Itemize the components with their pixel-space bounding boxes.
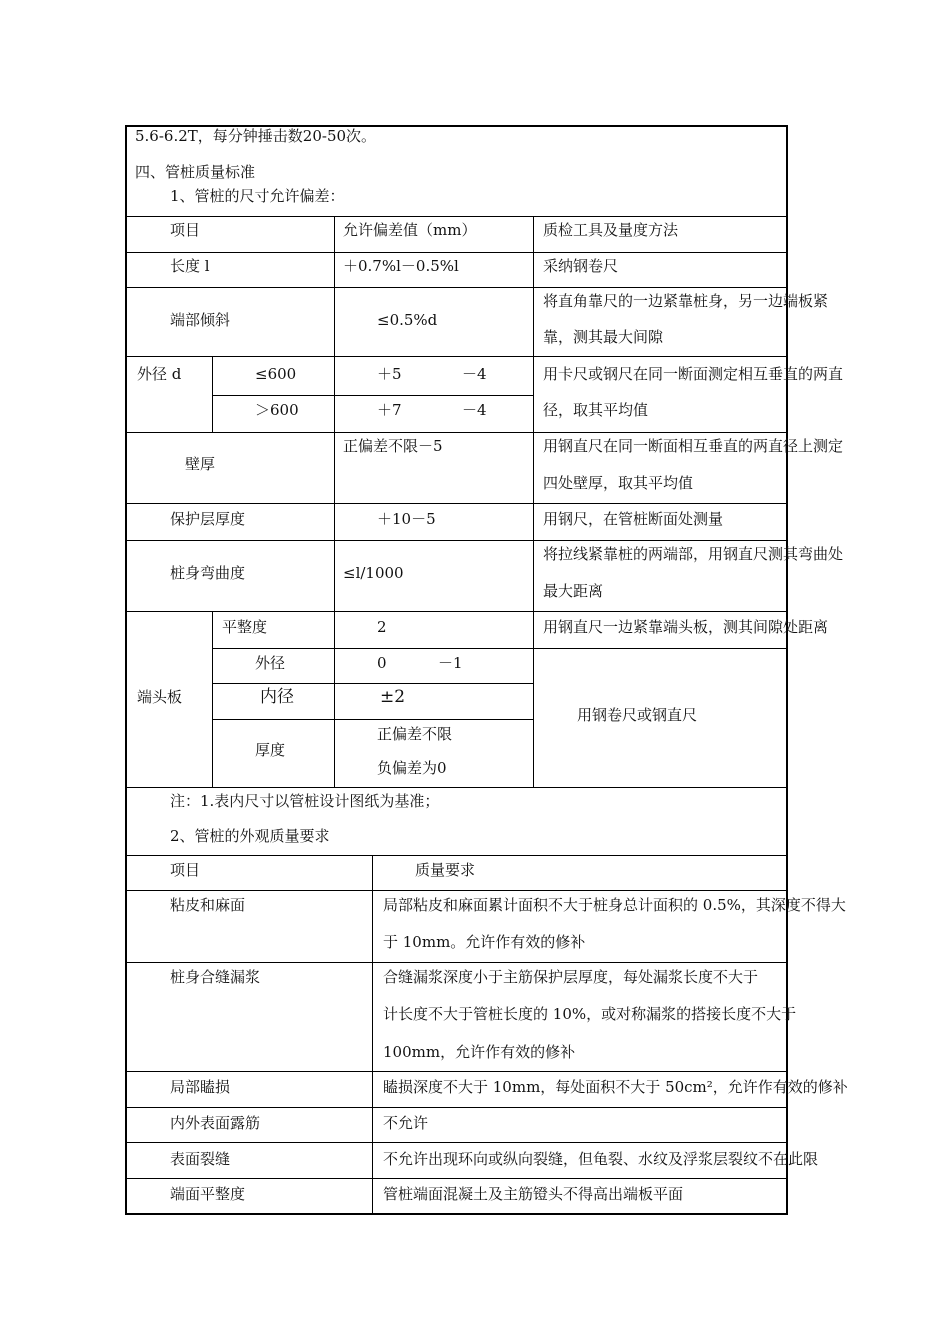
table-rule (212, 611, 213, 787)
row-plus: ＋7 (377, 401, 402, 419)
table-rule (125, 1107, 788, 1108)
row-condition: ≤600 (255, 365, 297, 383)
row-item: 外径 d (137, 365, 182, 383)
row-method: 靠，测其最大间隙 (543, 328, 664, 346)
row-item: 粘皮和麻面 (170, 896, 246, 914)
row-tolerance: 负偏差为0 (377, 759, 447, 777)
row-tolerance: ＋0.7%l－0.5%l (343, 257, 459, 275)
table-rule (125, 432, 788, 433)
row-item: 内外表面露筋 (170, 1114, 261, 1132)
table-rule (533, 216, 534, 787)
row-item: 桩身弯曲度 (170, 564, 246, 582)
section-heading: 四、管桩质量标准 (135, 163, 256, 181)
table-rule (334, 216, 335, 356)
table-rule (125, 962, 788, 963)
table-rule (125, 503, 788, 504)
header-item: 项目 (170, 221, 201, 239)
row-item: 端头板 (137, 688, 183, 706)
row-method: 用钢直尺在同一断面相互垂直的两直径上测定 (543, 437, 844, 455)
row-item: 壁厚 (185, 455, 216, 473)
row-subitem: 内径 (260, 687, 294, 707)
row-tolerance: 正偏差不限 (377, 725, 453, 743)
table-rule (125, 356, 788, 357)
table-note: 注：1.表内尺寸以管桩设计图纸为基准； (170, 792, 440, 810)
row-method: 径，取其平均值 (543, 401, 649, 419)
row-condition: ＞600 (255, 401, 299, 419)
row-method: 用钢卷尺或钢直尺 (577, 706, 698, 724)
row-item: 长度 l (170, 257, 210, 275)
row-method: 将直角靠尺的一边紧靠桩身，另一边端板紧 (543, 292, 829, 310)
row-minus: －1 (438, 654, 463, 672)
row-subitem: 外径 (255, 654, 286, 672)
row-method: 用钢尺，在管桩断面处测量 (543, 510, 724, 528)
table-rule (125, 1071, 788, 1072)
row-method: 用卡尺或钢尺在同一断面测定相互垂直的两直 (543, 365, 844, 383)
row-method: 采纳钢卷尺 (543, 257, 619, 275)
table-rule (125, 252, 788, 253)
table-rule (125, 540, 788, 541)
row-requirement: 不允许出现环向或纵向裂缝，但龟裂、水纹及浮浆层裂纹不在此限 (383, 1150, 819, 1168)
row-method: 最大距离 (543, 582, 604, 600)
header-item: 项目 (170, 861, 201, 879)
header-method: 质检工具及量度方法 (543, 221, 679, 239)
table-rule (125, 890, 788, 891)
table-rule (125, 787, 788, 788)
table-rule (125, 287, 788, 288)
subsection-heading: 1、管桩的尺寸允许偏差： (170, 187, 345, 205)
row-tolerance: ±2 (380, 687, 406, 707)
row-requirement: 瞌损深度不大于 10mm，每处面积不大于 50cm²，允许作有效的修补 (383, 1078, 848, 1096)
row-tolerance: ＋10－5 (377, 510, 436, 528)
row-subitem: 平整度 (222, 618, 268, 636)
table-rule (125, 855, 788, 856)
header-tolerance: 允许偏差值（mm） (343, 221, 477, 239)
row-requirement: 不允许 (383, 1114, 429, 1132)
row-requirement: 计长度不大于管桩长度的 10%，或对称漏浆的搭接长度不大于 (383, 1005, 797, 1023)
row-subitem: 厚度 (255, 741, 286, 759)
row-method: 四处壁厚，取其平均值 (543, 474, 694, 492)
row-minus: －4 (462, 365, 487, 383)
table-rule (372, 855, 373, 1214)
row-requirement: 合缝漏浆深度小于主筋保护层厚度，每处漏浆长度不大于 (383, 968, 759, 986)
row-item: 表面裂缝 (170, 1150, 231, 1168)
table-rule (212, 683, 533, 684)
header-requirement: 质量要求 (415, 861, 476, 879)
table-rule (334, 356, 335, 787)
row-requirement: 管桩端面混凝土及主筋镫头不得高出端板平面 (383, 1185, 684, 1203)
row-item: 保护层厚度 (170, 510, 246, 528)
table-rule (212, 719, 533, 720)
row-requirement: 局部粘皮和麻面累计面积不大于桩身总计面积的 0.5%，其深度不得大 (383, 896, 846, 914)
row-tolerance: 2 (377, 618, 387, 636)
subsection-heading: 2、管桩的外观质量要求 (170, 827, 330, 845)
row-tolerance: 正偏差不限－5 (343, 437, 443, 455)
table-rule (125, 611, 788, 612)
row-minus: －4 (462, 401, 487, 419)
row-plus: ＋5 (377, 365, 402, 383)
intro-line: 5.6-6.2T，每分钟捶击数20-50次。 (135, 127, 377, 145)
row-requirement: 于 10mm。允许作有效的修补 (383, 933, 586, 951)
table-rule (125, 1142, 788, 1143)
row-tolerance: ≤l/1000 (343, 564, 404, 582)
table-rule (125, 1178, 788, 1179)
table-rule (212, 395, 533, 396)
row-method: 用钢直尺一边紧靠端头板，测其间隙处距离 (543, 618, 829, 636)
row-plus: 0 (377, 654, 387, 672)
row-item: 局部瞌损 (170, 1078, 231, 1096)
table-rule (212, 648, 788, 649)
row-method: 将拉线紧靠桩的两端部，用钢直尺测其弯曲处 (543, 545, 844, 563)
row-item: 桩身合缝漏浆 (170, 968, 261, 986)
row-item: 端面平整度 (170, 1185, 246, 1203)
row-tolerance: ≤0.5%d (377, 311, 438, 329)
row-item: 端部倾斜 (170, 311, 231, 329)
table-rule (212, 356, 213, 432)
table-rule (125, 216, 788, 217)
row-requirement: 100mm，允许作有效的修补 (383, 1043, 576, 1061)
